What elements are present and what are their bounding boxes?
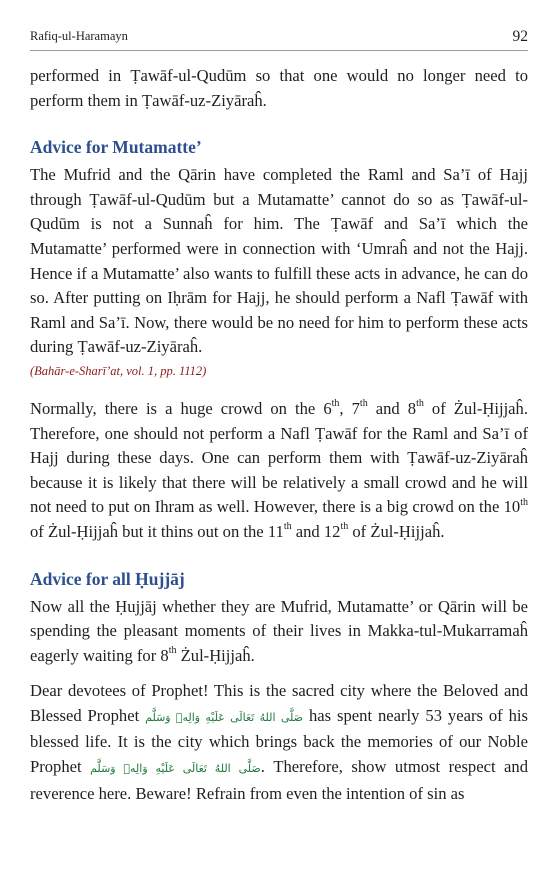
salutation-glyph: صَلَّى اللهُ تَعَالَى عَلَيْهِ وَالِهٖ وَسَلَّم bbox=[90, 762, 261, 776]
paragraph-hujjaj: Now all the Ḥujjāj whether they are Mufrid, Mutamatte’ or Qārin will be spending the pleasant moments of their lives in Makka-tul-Mukarramaĥ eagerly waiting for 8th Żul-Ḥijjaĥ. bbox=[30, 596, 528, 665]
section-heading-mutamatte: Advice for Mutamatte’ bbox=[30, 137, 202, 158]
section-heading-hujjaj: Advice for all Ḥujjāj bbox=[30, 568, 185, 589]
book-title: Rafiq-ul-Haramayn bbox=[30, 29, 128, 43]
paragraph-sacred-city: Dear devotees of Prophet! This is the sacred city where the Beloved and Blessed Prophet صَلَّى اللهُ تَعَالَى عَلَيْهِ وَالِهٖ وَسَلَّم has spent nearly 53 years of his blessed life. It is the city which brings back the memories of our Noble Prophet صَلَّى اللهُ تَعَالَى عَلَيْهِ وَالِهٖ وَسَلَّم. Therefore, show utmost respect and reverence here. Beware! Refrain from even the intention of sin as bbox=[30, 681, 528, 803]
salutation-glyph: صَلَّى اللهُ تَعَالَى عَلَيْهِ وَالِهٖ وَسَلَّم bbox=[145, 710, 304, 724]
page-number: 92 bbox=[512, 28, 528, 45]
page-header bbox=[30, 24, 528, 51]
citation: (Bahār-e-Sharī’at, vol. 1, pp. 1112) bbox=[30, 363, 207, 378]
paragraph-mutamatte: The Mufrid and the Qārin have completed the Raml and Sa’ī of Hajj through Ṭawāf-ul-Qudūm but a Mutamatte’ cannot do so as Ṭawāf-ul-Qudūm is not a Sunnaĥ for him. The Ṭawāf and Sa’ī which the Mutamatte’ performed were in connection with ‘Umraĥ and not the Hajj. Hence if a Mutamatte’ also wants to fulfill these acts in advance, he can do so. After putting on Iḥrām for Hajj, he should perform a Nafl Ṭawāf with Raml and Sa’ī. Now, there would be no need for him to perform these acts during Ṭawāf-uz-Ziyāraĥ. bbox=[30, 165, 528, 357]
paragraph-continuation: performed in Ṭawāf-ul-Qudūm so that one would no longer need to perform them in Ṭawāf-uz-Ziyāraĥ. bbox=[30, 66, 528, 110]
page-body bbox=[30, 64, 528, 806]
paragraph-crowd: Normally, there is a huge crowd on the 6th, 7th and 8th of Żul-Ḥijjaĥ. Therefore, one should not perform a Nafl Ṭawāf for the Raml and Sa’ī of Hajj during these days. One can perform them with Ṭawāf-uz-Ziyāraĥ because it is likely that there will be relatively a small crowd and he will not need to put on Ihram as well. However, there is a big crowd on the 10th of Żul-Ḥijjaĥ but it thins out on the 11th and 12th of Żul-Ḥijjaĥ. bbox=[30, 398, 528, 541]
